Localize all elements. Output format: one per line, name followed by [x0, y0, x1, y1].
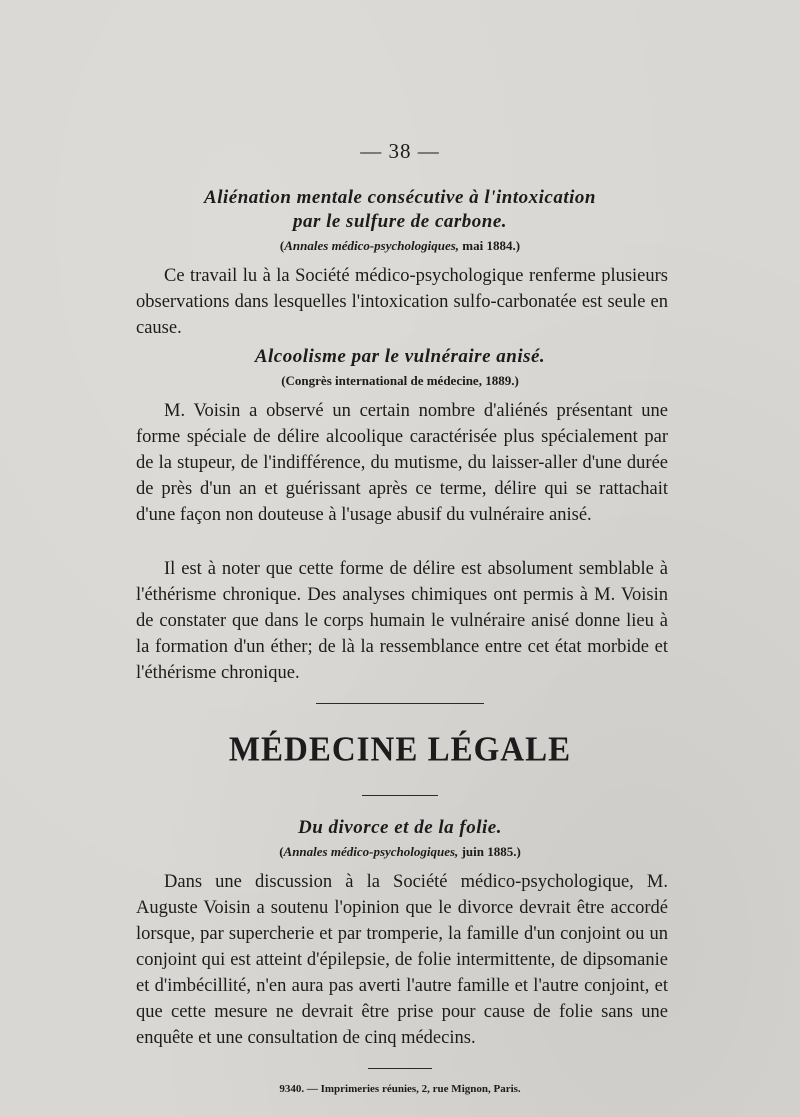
paragraph-alcoolisme-2: Il est à noter que cette forme de délire est absolument semblable à l'éthérisme chronique. Des analyses chimiques ont permis à M. Voisin de constater que dans le corps humain le vulnéraire anisé donne lieu à la formation d'un éther; de là la ressemblance entre cet état morbide et l'éthérisme chronique. [136, 559, 668, 683]
section-title-alienation-line1: Aliénation mentale consécutive à l'intoxication [204, 187, 596, 208]
footer-rule [368, 1068, 432, 1069]
source-open: ( [279, 844, 284, 859]
divider-rule-top [316, 703, 484, 704]
source-date: juin 1885.) [458, 844, 521, 859]
printer-footer: 9340. — Imprimeries réunies, 2, rue Mignon, Paris. [279, 1083, 521, 1095]
section-title-alienation-line2: par le sulfure de carbone. [292, 211, 508, 232]
paragraph-alienation: Ce travail lu à la Société médico-psychologique renferme plusieurs observations dans lesquelles l'intoxication sulfo-carbonatée est seule en cause. [136, 266, 668, 338]
paragraph-alcoolisme-1: M. Voisin a observé un certain nombre d'aliénés présentant une forme spéciale de délire alcoolique caractérisée plus spécialement par de la stupeur, de l'indifférence, du mutisme, du laisser-aller d'une durée de près d'un an et guérissant après ce terme, délire qui se rattachait d'une façon non douteuse à l'usage abusif du vulnéraire anisé. [136, 401, 668, 525]
divider-rule-bottom [362, 795, 438, 796]
source-open: ( [279, 238, 285, 253]
source-date: mai 1884.) [459, 238, 521, 253]
paragraph-divorce: Dans une discussion à la Société médico-psychologique, M. Auguste Voisin a soutenu l'opinion que le divorce devrait être accordé lorsque, par supercherie et par tromperie, la famille d'un conjoint ou un conjoint qui est atteint d'épilepsie, de folie intermittente, de dipsomanie et d'imbécillité, n'en aura pas averti l'autre famille et l'autre conjoint, et que cette mesure ne devrait être prise pour cause de folie sans une enquête et une consultation de cinq médecins. [136, 872, 668, 1048]
section-title-divorce: Du divorce et de la folie. [297, 817, 502, 838]
source-journal: Annales médico-psychologiques, [284, 238, 460, 253]
source-journal: Annales médico-psychologiques, [283, 844, 459, 859]
source-citation-1 [0, 238, 800, 254]
section-heading-medecine-legale: MÉDECINE LÉGALE [228, 731, 572, 769]
source-citation-2: (Congrès international de médecine, 1889.) [281, 373, 519, 388]
source-citation-3 [0, 844, 800, 860]
section-title-alcoolisme: Alcoolisme par le vulnéraire anisé. [254, 346, 546, 367]
page-number: — 38 — [360, 139, 440, 163]
